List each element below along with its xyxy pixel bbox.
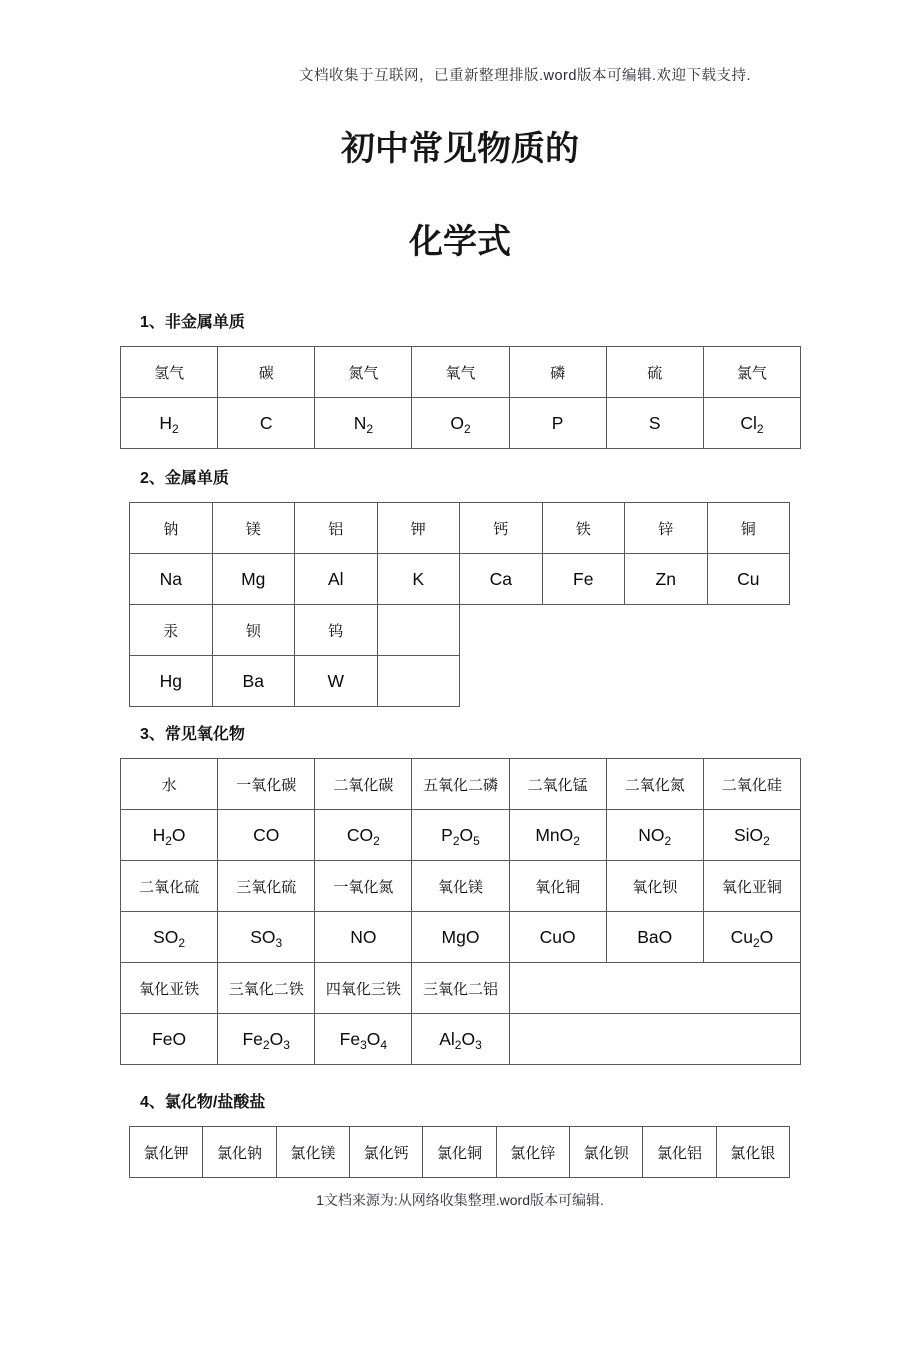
table-cell: 二氧化锰 xyxy=(509,759,606,810)
table-cell: 二氧化氮 xyxy=(606,759,703,810)
data-table xyxy=(120,758,801,1065)
table-cell: 铜 xyxy=(707,503,790,554)
table-cell: C xyxy=(218,398,315,449)
table-row xyxy=(121,759,801,810)
table-cell: 氯化锌 xyxy=(496,1127,569,1178)
table-cell: MnO$_2$ xyxy=(509,810,606,861)
table-cell: $P_2O_5$ xyxy=(412,810,509,861)
table-cell: Fe xyxy=(542,554,625,605)
table-cell: 二氧化碳 xyxy=(315,759,412,810)
table-cell: 氯化铝 xyxy=(643,1127,716,1178)
table-cell: 氯化镁 xyxy=(276,1127,349,1178)
section xyxy=(0,721,920,1065)
table-cell: 氯化钡 xyxy=(569,1127,642,1178)
table-cell: 氮气 xyxy=(315,347,412,398)
table-cell: $N_2$ xyxy=(315,398,412,449)
section-heading: 1、非金属单质 xyxy=(140,314,245,331)
table-cell: Na xyxy=(130,554,213,605)
table-cell: 铝 xyxy=(295,503,378,554)
table-cell: SiO$_2$ xyxy=(703,810,800,861)
table-cell: CuO xyxy=(509,912,606,963)
table-cell: 铁 xyxy=(542,503,625,554)
table-cell: Hg xyxy=(130,656,213,707)
table-cell: 四氧化三铁 xyxy=(315,963,412,1014)
table-cell: $H_2O$ xyxy=(121,810,218,861)
table-cell: 氯化钠 xyxy=(203,1127,276,1178)
table-row xyxy=(121,810,801,861)
table-cell: S xyxy=(606,398,703,449)
table-cell: $Cu_2O$ xyxy=(703,912,800,963)
table-row xyxy=(121,398,801,449)
table-cell: 镁 xyxy=(212,503,295,554)
table-row xyxy=(130,656,790,707)
table-cell: 氧气 xyxy=(412,347,509,398)
table-cell: $H_2$ xyxy=(121,398,218,449)
table-cell: $Fe_2O_3$ xyxy=(218,1014,315,1065)
data-table xyxy=(129,502,790,707)
table-cell: 二氧化硅 xyxy=(703,759,800,810)
table-cell: Al xyxy=(295,554,378,605)
table-row xyxy=(121,912,801,963)
table-cell: 钡 xyxy=(212,605,295,656)
table-cell: Mg xyxy=(212,554,295,605)
data-table xyxy=(129,1126,790,1178)
section-heading: 3、常见氧化物 xyxy=(140,726,245,743)
table-cell: Ca xyxy=(460,554,543,605)
table-cell: $CO_2$ xyxy=(315,810,412,861)
section xyxy=(0,309,920,449)
table-row xyxy=(130,503,790,554)
section xyxy=(0,1089,920,1178)
table-cell: 氯化铜 xyxy=(423,1127,496,1178)
table-cell: 氧化亚铁 xyxy=(121,963,218,1014)
document-sections xyxy=(0,309,920,1178)
table-cell: P xyxy=(509,398,606,449)
table-cell: $SO_2$ xyxy=(121,912,218,963)
table-cell: 氯化银 xyxy=(716,1127,789,1178)
table-row xyxy=(121,861,801,912)
document-footer-note: 1文档来源为:从网络收集整理.word版本可编辑. xyxy=(316,1192,604,1208)
table-cell: $NO_2$ xyxy=(606,810,703,861)
table-cell: 一氧化氮 xyxy=(315,861,412,912)
section xyxy=(0,465,920,707)
table-cell: Cu xyxy=(707,554,790,605)
table-cell: 汞 xyxy=(130,605,213,656)
document-title-line1: 初中常见物质的 xyxy=(341,130,579,168)
table-cell: $SO_3$ xyxy=(218,912,315,963)
table-cell: 氢气 xyxy=(121,347,218,398)
table-cell: NO xyxy=(315,912,412,963)
table-cell xyxy=(377,605,460,656)
table-cell: Ba xyxy=(212,656,295,707)
document-header-note: 文档收集于互联网，已重新整理排版.word版本可编辑.欢迎下载支持. xyxy=(298,68,751,84)
table-cell: K xyxy=(377,554,460,605)
table-cell: 钨 xyxy=(295,605,378,656)
table-cell: 一氧化碳 xyxy=(218,759,315,810)
table-row xyxy=(130,605,790,656)
table-cell: 氧化铜 xyxy=(509,861,606,912)
document-title-line2: 化学式 xyxy=(409,223,511,261)
section-heading: 2、金属单质 xyxy=(140,470,229,487)
section-heading: 4、氯化物/盐酸盐 xyxy=(140,1094,266,1111)
table-cell: 氧化亚铜 xyxy=(703,861,800,912)
table-row xyxy=(130,1127,790,1178)
table-cell: 钾 xyxy=(377,503,460,554)
table-cell: 钠 xyxy=(130,503,213,554)
table-cell: 三氧化二铝 xyxy=(412,963,509,1014)
table-row xyxy=(121,347,801,398)
table-cell xyxy=(377,656,460,707)
table-cell: 磷 xyxy=(509,347,606,398)
table-cell: 水 xyxy=(121,759,218,810)
document-page xyxy=(0,64,920,1210)
table-cell: W xyxy=(295,656,378,707)
table-cell: $Al_2O_3$ xyxy=(412,1014,509,1065)
table-cell: $Cl_2$ xyxy=(703,398,800,449)
table-cell: FeO xyxy=(121,1014,218,1065)
table-cell: 氧化钡 xyxy=(606,861,703,912)
table-row xyxy=(121,963,801,1014)
table-cell: $O_2$ xyxy=(412,398,509,449)
table-cell: 氯化钾 xyxy=(130,1127,203,1178)
table-row xyxy=(130,554,790,605)
table-cell: 三氧化二铁 xyxy=(218,963,315,1014)
data-table xyxy=(120,346,801,449)
table-cell: MgO xyxy=(412,912,509,963)
table-cell: 碳 xyxy=(218,347,315,398)
table-cell: 五氧化二磷 xyxy=(412,759,509,810)
table-cell: 氯化钙 xyxy=(349,1127,422,1178)
table-cell: 二氧化硫 xyxy=(121,861,218,912)
table-cell: 硫 xyxy=(606,347,703,398)
table-cell: CO xyxy=(218,810,315,861)
table-cell: BaO xyxy=(606,912,703,963)
table-cell xyxy=(509,963,800,1014)
table-cell xyxy=(509,1014,800,1065)
table-cell: 氯气 xyxy=(703,347,800,398)
table-cell: 锌 xyxy=(625,503,708,554)
table-cell: 氧化镁 xyxy=(412,861,509,912)
table-cell: 钙 xyxy=(460,503,543,554)
table-cell: $Fe_3O_4$ xyxy=(315,1014,412,1065)
table-row xyxy=(121,1014,801,1065)
table-cell: 三氧化硫 xyxy=(218,861,315,912)
table-cell: Zn xyxy=(625,554,708,605)
